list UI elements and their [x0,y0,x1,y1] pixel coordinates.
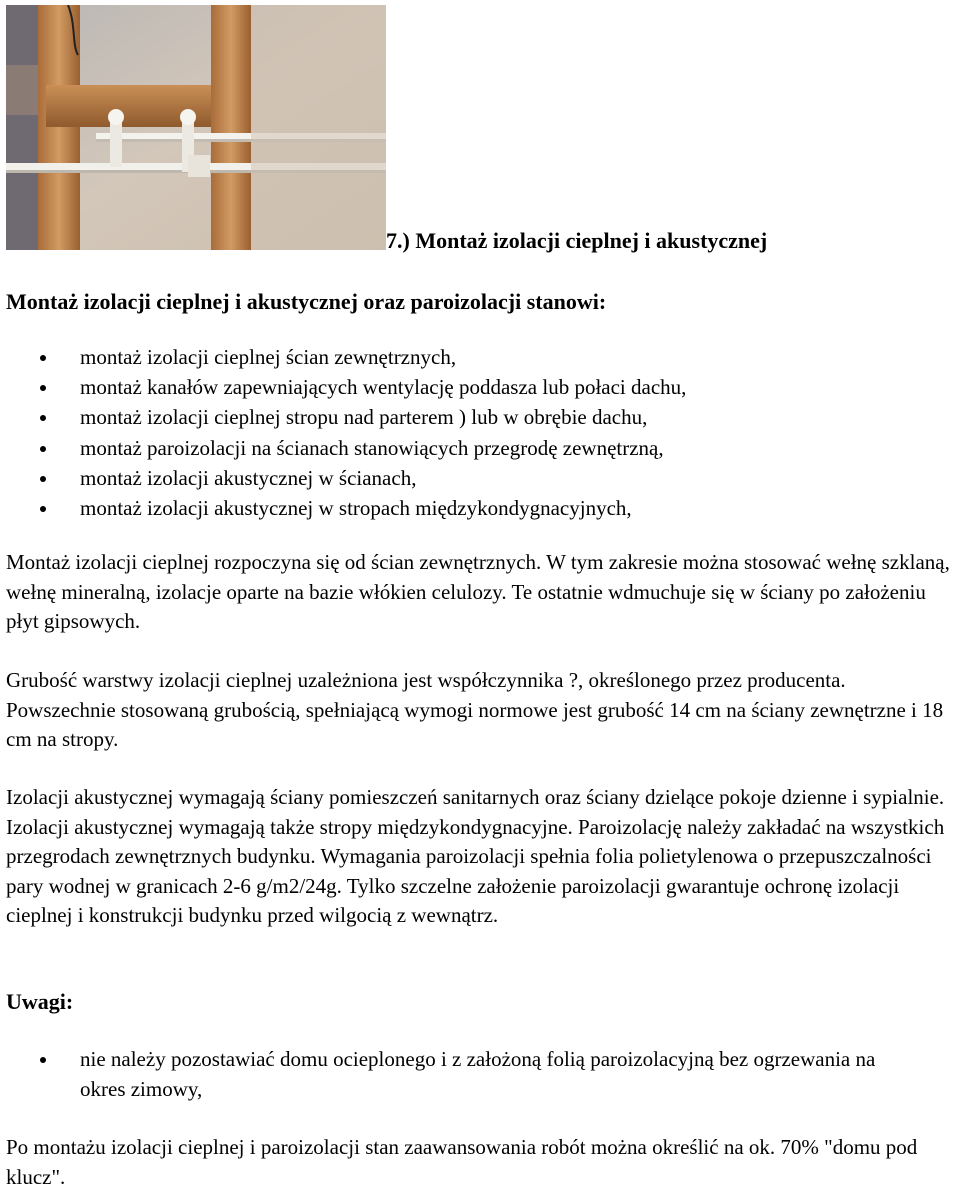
bullet-icon [40,355,46,361]
insulation-photo-icon [6,5,386,250]
main-list [0,342,686,523]
closing-paragraph: Po montażu izolacji cieplnej i paroizolacji stan zaawansowania robót można określić na ok. 70% "domu pod klucz". [6,1135,918,1189]
list-item: montaż izolacji akustycznej w stropach międzykondygnacyjnych, [0,493,686,523]
section-title: 7.) Montaż izolacji cieplnej i akustycznej [386,228,768,253]
bullet-icon [40,446,46,452]
list-item: montaż izolacji akustycznej w ścianach, [0,463,686,493]
list-item: montaż paroizolacji na ścianach stanowiących przegrodę zewnętrzną, [0,433,686,463]
bullet-icon [40,1057,46,1063]
bullet-icon [40,385,46,391]
bullet-icon [40,476,46,482]
list-item: nie należy pozostawiać domu ocieplonego i z założoną folią paroizolacyjną bez ogrzewania na okres zimowy, [0,1044,920,1104]
list-item: montaż izolacji cieplnej ścian zewnętrznych, [0,342,686,372]
bullet-icon [40,506,46,512]
section-lead: Montaż izolacji cieplnej i akustycznej oraz paroizolacji stanowi: [6,289,607,314]
paragraph-insulation-start: Montaż izolacji cieplnej rozpoczyna się od ścian zewnętrznych. W tym zakresie można stosować wełnę szklaną, wełnę mineralną, izolacje oparte na bazie włókien celulozy. Te ostatnie wdmuchuje się w ściany po założeniu płyt gipsowych. [6,550,950,634]
notes-heading: Uwagi: [6,989,74,1014]
paragraph-thickness: Grubość warstwy izolacji cieplnej uzależniona jest współczynnika ?, określonego przez producenta. Powszechnie stosowaną grubością, spełniającą wymogi normowe jest grubość 14 cm na ściany zewnętrzne i 18 cm na stropy. [6,668,944,752]
list-item: montaż kanałów zapewniających wentylację poddasza lub połaci dachu, [0,372,686,402]
list-item: montaż izolacji cieplnej stropu nad parterem ) lub w obrębie dachu, [0,402,686,432]
paragraph-acoustic: Izolacji akustycznej wymagają ściany pomieszczeń sanitarnych oraz ściany dzielące pokoje dzienne i sypialnie. Izolacji akustycznej wymagają także stropy międzykondygnacyjne. Paroizolację należy zakładać na wszystkich przegrodach zewnętrznych budynku. Wymagania paroizolacji spełnia folia polietylenowa o przepuszczalności pary wodnej w granicach 2-6 g/m2/24g. Tylko szczelne założenie paroizolacji gwarantuje ochronę izolacji cieplnej i konstrukcji budynku przed wilgocią z wewnątrz. [6,785,945,928]
bullet-icon [40,415,46,421]
insulation-photo [6,5,386,250]
notes-list [0,1044,920,1104]
